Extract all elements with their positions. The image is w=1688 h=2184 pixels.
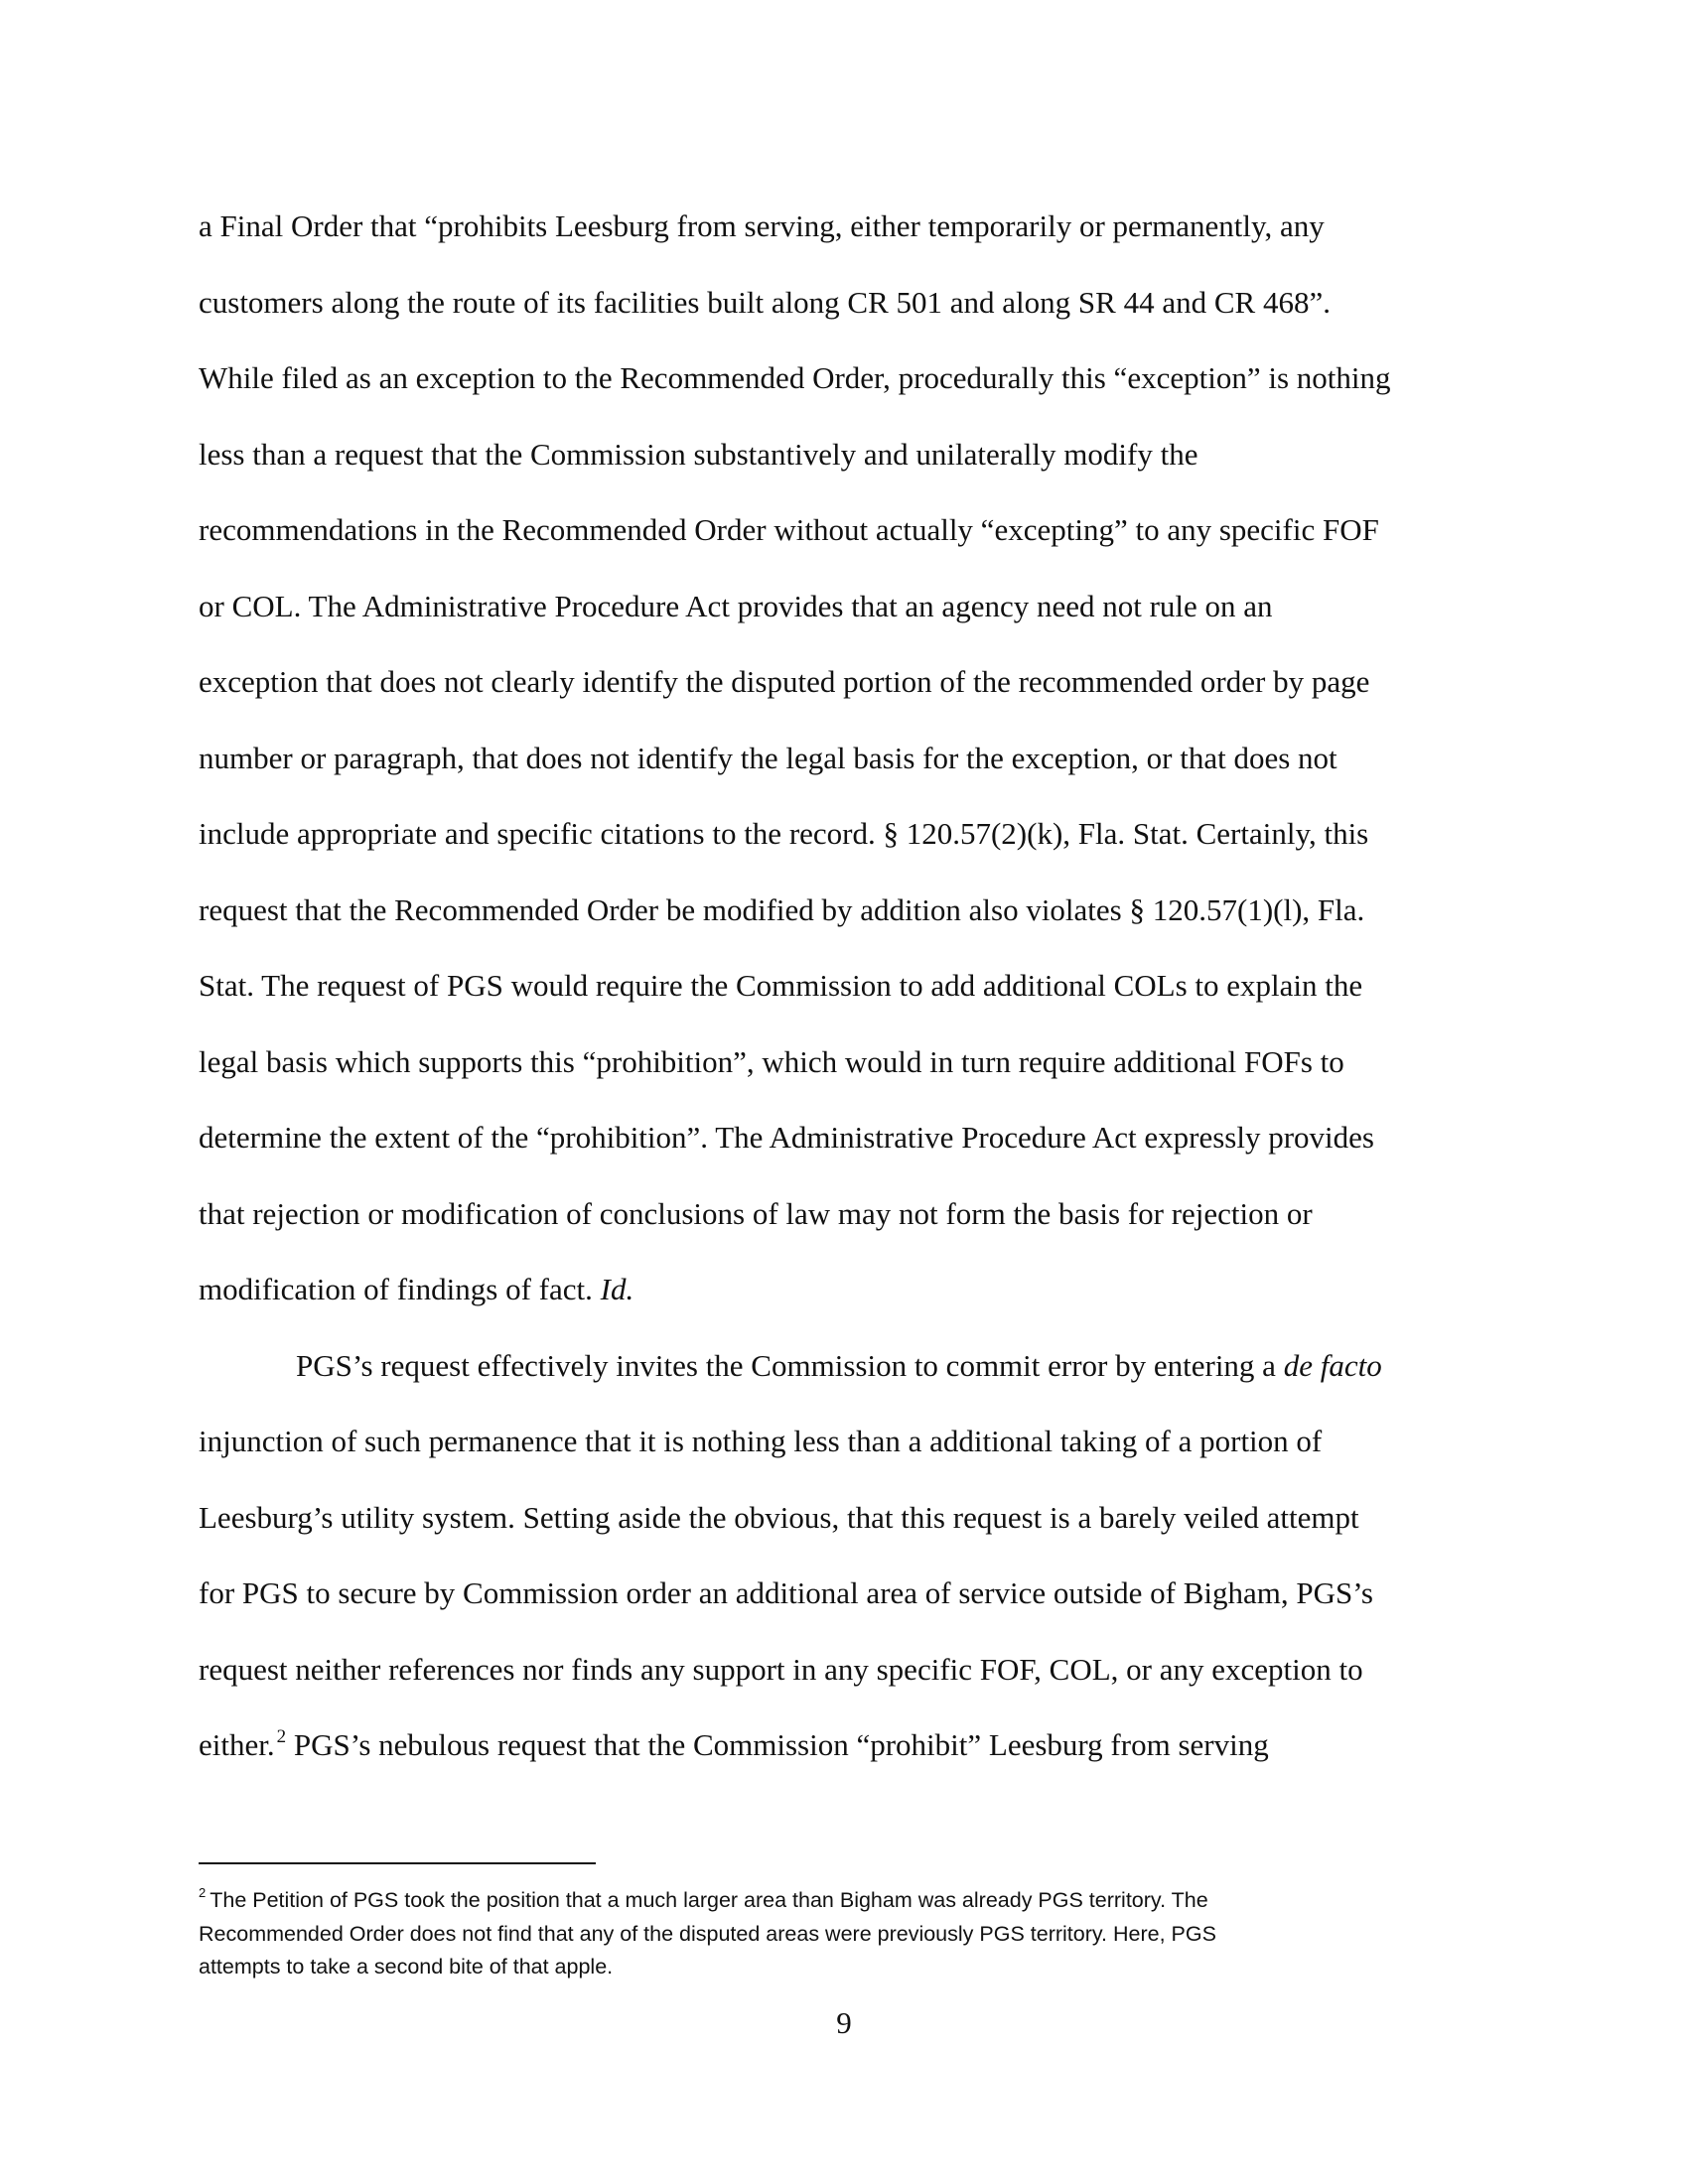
text-line: recommendations in the Recommended Order without actually “excepting” to any specific FOF [199,512,1379,547]
text-line: While filed as an exception to the Recommended Order, procedurally this “exception” is nothing [199,360,1391,395]
text-line: customers along the route of its facilities built along CR 501 and along SR 44 and CR 468”. [199,284,1331,320]
text-line: injunction of such permanence that it is nothing less than a additional taking of a portion of [199,1424,1323,1458]
text-line: request neither references nor finds any support in any specific FOF, COL, or any exception to [199,1651,1363,1687]
text-line: less than a request that the Commission substantively and unilaterally modify the [199,436,1198,472]
footnote-line [199,1884,1499,1918]
footnote-reference[interactable]: 2 [276,1725,287,1747]
text-span: modification of findings of fact. [199,1272,601,1306]
text-line [199,1252,1494,1328]
latin-term-italic: de facto [1283,1347,1382,1383]
text-line: Stat. The request of PGS would require the Commission to add additional COLs to explain the [199,968,1363,1003]
text-line: Leesburg’s utility system. Setting aside the obvious, that this request is a barely veiled attempt [199,1499,1359,1535]
body-text [199,189,1494,1784]
text-line: or COL. The Administrative Procedure Act provides that an agency need not rule on an [199,588,1273,623]
text-line: exception that does not clearly identify the disputed portion of the recommended order by page [199,664,1370,699]
paragraph-first-line [199,1328,1494,1405]
footnote-line: attempts to take a second bite of that apple. [199,1955,614,1979]
text-line: for PGS to secure by Commission order an additional area of service outside of Bigham, PGS’s [199,1575,1373,1610]
footnote-number: 2 [199,1884,207,1900]
text-line [199,1707,1494,1784]
page-number: 9 [836,2005,852,2040]
text-line: number or paragraph, that does not identify the legal basis for the exception, or that does not [199,740,1337,775]
footnote-separator [199,1862,596,1864]
text-line: legal basis which supports this “prohibition”, which would in turn require additional FOFs to [199,1043,1344,1079]
text-line: determine the extent of the “prohibition”. The Administrative Procedure Act expressly provides [199,1120,1374,1155]
text-span: either. [199,1727,275,1762]
footnote-line: Recommended Order does not find that any of the disputed areas were previously PGS territory. Here, PGS [199,1921,1216,1946]
text-line: that rejection or modification of conclusions of law may not form the basis for rejection or [199,1195,1313,1231]
citation-italic: Id. [600,1272,634,1306]
text-line: request that the Recommended Order be modified by addition also violates § 120.57(1)(l), Fla. [199,891,1365,927]
footnote-text: The Petition of PGS took the position that a much larger area than Bigham was already PGS territory. The [210,1888,1208,1912]
text-line: include appropriate and specific citations to the record. § 120.57(2)(k), Fla. Stat. Certainly, this [199,816,1369,851]
text-span: PGS’s nebulous request that the Commission “prohibit” Leesburg from serving [286,1727,1269,1762]
text-span: PGS’s request effectively invites the Commission to commit error by entering a [296,1347,1284,1383]
footnote [199,1884,1499,1984]
text-line: a Final Order that “prohibits Leesburg from serving, either temporarily or permanently, any [199,208,1325,243]
